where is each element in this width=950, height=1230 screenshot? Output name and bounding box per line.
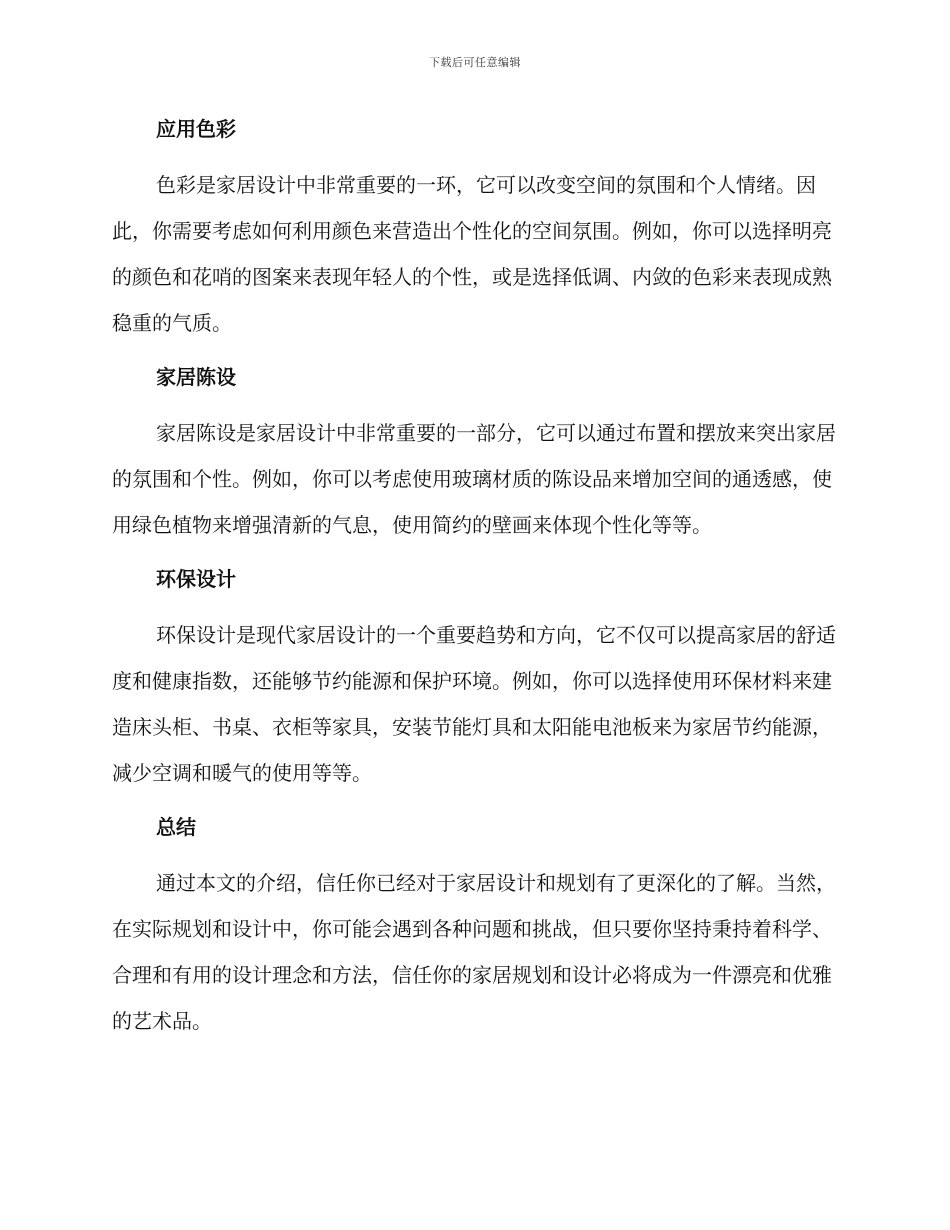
section-paragraph: 家居陈设是家居设计中非常重要的一部分，它可以通过布置和摆放来突出家居的氛围和个性。例如，你可以考虑使用玻璃材质的陈设品来增加空间的通透感，使用绿色植物来增强清新的气息，使用简约的壁画来体现个性化等等。 [112, 421, 836, 537]
section-paragraph: 色彩是家居设计中非常重要的一环，它可以改变空间的氛围和个人情绪。因此，你需要考虑如何利用颜色来营造出个性化的空间氛围。例如，你可以选择明亮的颜色和花哨的图案来表现年轻人的个性，或是选择低调、内敛的色彩来表现成熟稳重的气质。 [112, 173, 832, 335]
section-heading: 环保设计 [156, 567, 236, 591]
section-paragraph: 环保设计是现代家居设计的一个重要趋势和方向，它不仅可以提高家居的舒适度和健康指数，还能够节约能源和保护环境。例如，你可以选择使用环保材料来建造床头柜、书桌、衣柜等家具，安装节能灯具和太阳能电池板来为家居节约能源，减少空调和暖气的使用等等。 [112, 623, 836, 785]
document-body [112, 112, 836, 1044]
section-heading: 总结 [156, 815, 196, 839]
section-heading: 应用色彩 [156, 117, 236, 141]
section-heading: 家居陈设 [156, 365, 236, 389]
section-furnishing [112, 360, 836, 548]
section-summary [112, 810, 836, 1044]
section-paragraph: 通过本文的介绍，信任你已经对于家居设计和规划有了更深化的了解。当然，在实际规划和设计中，你可能会遇到各种问题和挑战，但只要你坚持秉持着科学、合理和有用的设计理念和方法，信任你的家居规划和设计必将成为一件漂亮和优雅的艺术品。 [112, 871, 836, 1033]
section-color [112, 112, 836, 346]
page-header: 下载后可任意编辑 [429, 56, 521, 69]
section-eco [112, 562, 836, 796]
